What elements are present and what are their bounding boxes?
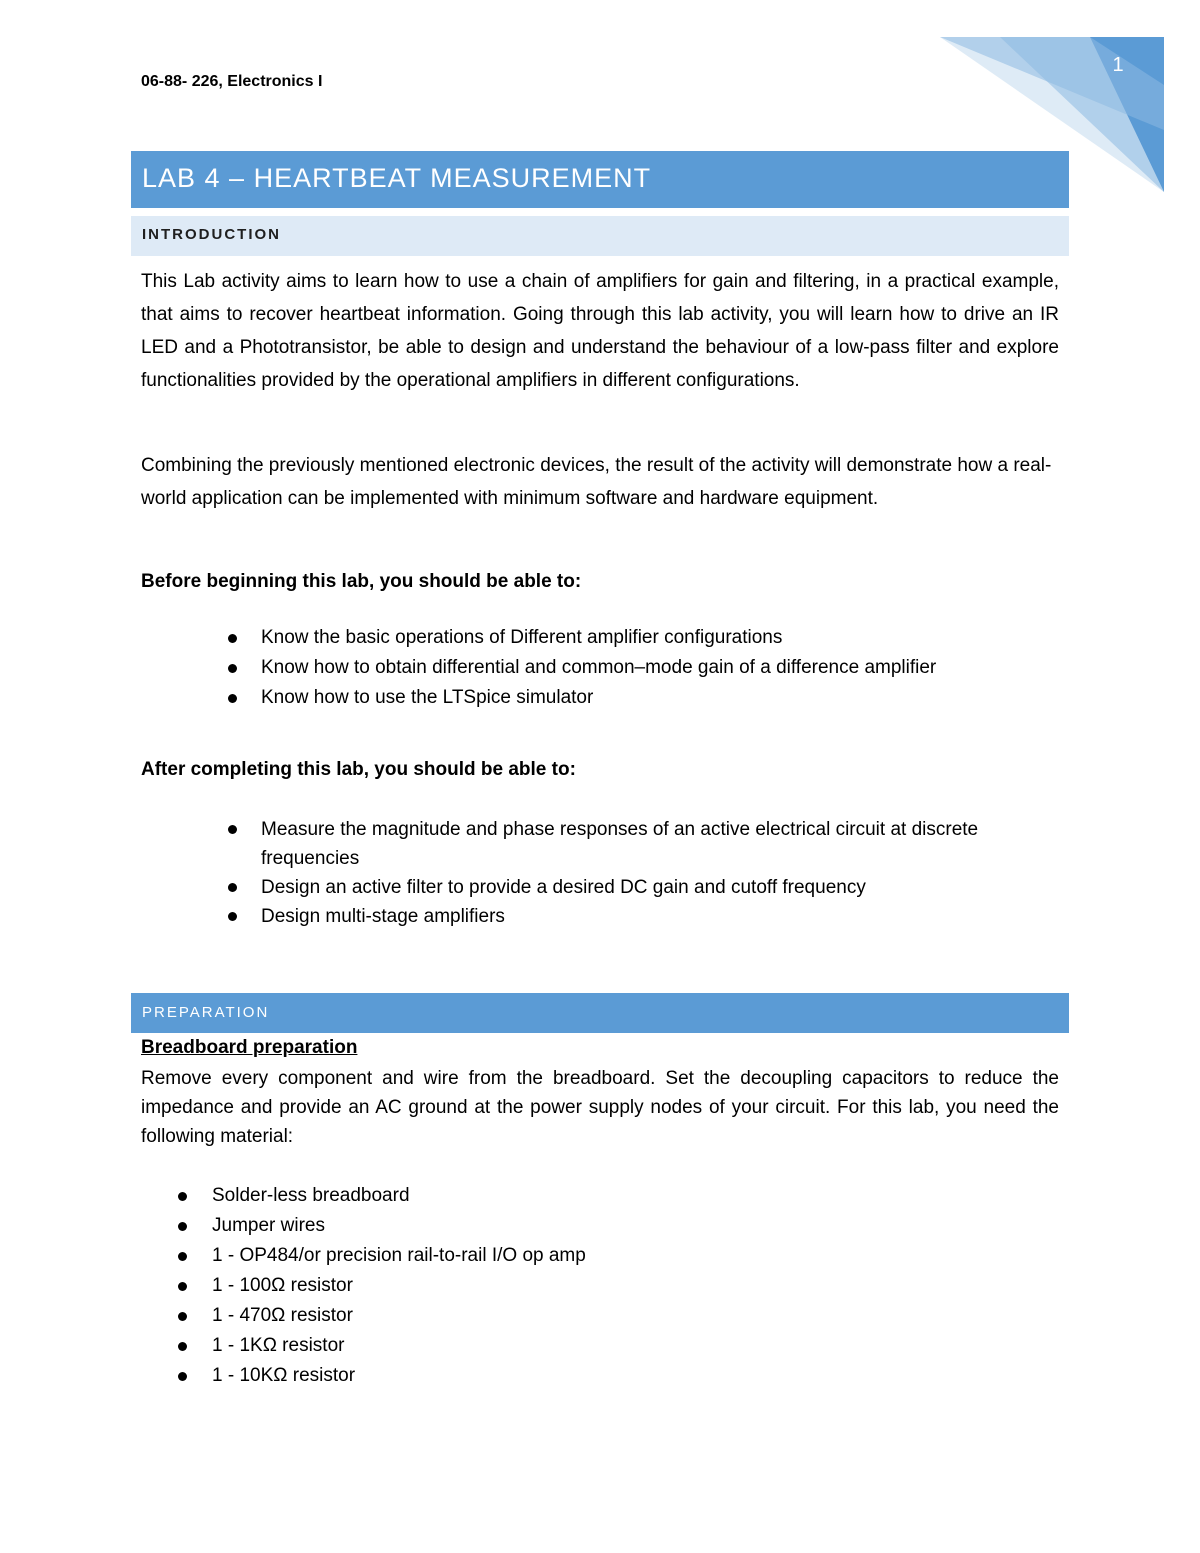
bullet-icon	[178, 1372, 187, 1381]
course-header: 06-88- 226, Electronics I	[141, 73, 323, 90]
title-bar	[131, 151, 1069, 208]
introduction-heading-bar	[131, 216, 1069, 256]
preparation-heading: PREPARATION	[142, 1004, 270, 1021]
bullet-icon	[228, 694, 237, 703]
materials-list	[212, 1181, 812, 1391]
bullet-icon	[228, 634, 237, 643]
bullet-icon	[178, 1222, 187, 1231]
preparation-heading-bar	[131, 993, 1069, 1033]
bullet-icon	[228, 664, 237, 673]
list-item: Know how to use the LTSpice simulator	[261, 683, 1061, 713]
list-item: Design multi-stage amplifiers	[261, 902, 1061, 931]
list-item: 1 - OP484/or precision rail-to-rail I/O op amp	[212, 1241, 812, 1271]
before-list	[261, 623, 1061, 713]
list-item: 1 - 1KΩ resistor	[212, 1331, 812, 1361]
breadboard-paragraph: Remove every component and wire from the breadboard. Set the decoupling capacitors to reduce the impedance and provide an AC ground at the power supply nodes of your circuit. For this lab, you need the following material:	[141, 1068, 1059, 1147]
bullet-icon	[228, 912, 237, 921]
after-heading: After completing this lab, you should be able to:	[141, 759, 576, 780]
list-item: Know how to obtain differential and common–mode gain of a difference amplifier	[261, 653, 1061, 683]
introduction-heading: INTRODUCTION	[142, 226, 281, 243]
bullet-icon	[228, 825, 237, 834]
before-heading: Before beginning this lab, you should be able to:	[141, 571, 582, 592]
bullet-icon	[178, 1282, 187, 1291]
introduction-paragraph: This Lab activity aims to learn how to use a chain of amplifiers for gain and filtering, in a practical example, that aims to recover heartbeat information. Going through this lab activity, you will learn how to drive an IR LED and a Phototransistor, be able to design and understand the behaviour of a low-pass filter and explore functionalities provided by the operational amplifiers in different configurations.	[141, 271, 1059, 391]
page-title: LAB 4 – HEARTBEAT MEASUREMENT	[142, 163, 652, 193]
bullet-icon	[178, 1312, 187, 1321]
after-list	[261, 815, 1061, 931]
list-item: Design an active filter to provide a desired DC gain and cutoff frequency	[261, 873, 1061, 902]
bullet-icon	[178, 1192, 187, 1201]
list-item: Jumper wires	[212, 1211, 812, 1241]
list-item: Measure the magnitude and phase responses of an active electrical circuit at discrete frequencies	[261, 815, 1061, 873]
bullet-icon	[228, 883, 237, 892]
introduction-paragraph-2: Combining the previously mentioned electronic devices, the result of the activity will demonstrate how a real-world application can be implemented with minimum software and hardware equipment.	[141, 455, 1052, 509]
bullet-icon	[178, 1342, 187, 1351]
list-item: 1 - 10KΩ resistor	[212, 1361, 812, 1391]
breadboard-subheading: Breadboard preparation	[141, 1037, 358, 1058]
list-item: 1 - 100Ω resistor	[212, 1271, 812, 1301]
list-item: 1 - 470Ω resistor	[212, 1301, 812, 1331]
page-number: 1	[1112, 54, 1124, 76]
list-item: Solder-less breadboard	[212, 1181, 812, 1211]
list-item: Know the basic operations of Different amplifier configurations	[261, 623, 1061, 653]
bullet-icon	[178, 1252, 187, 1261]
